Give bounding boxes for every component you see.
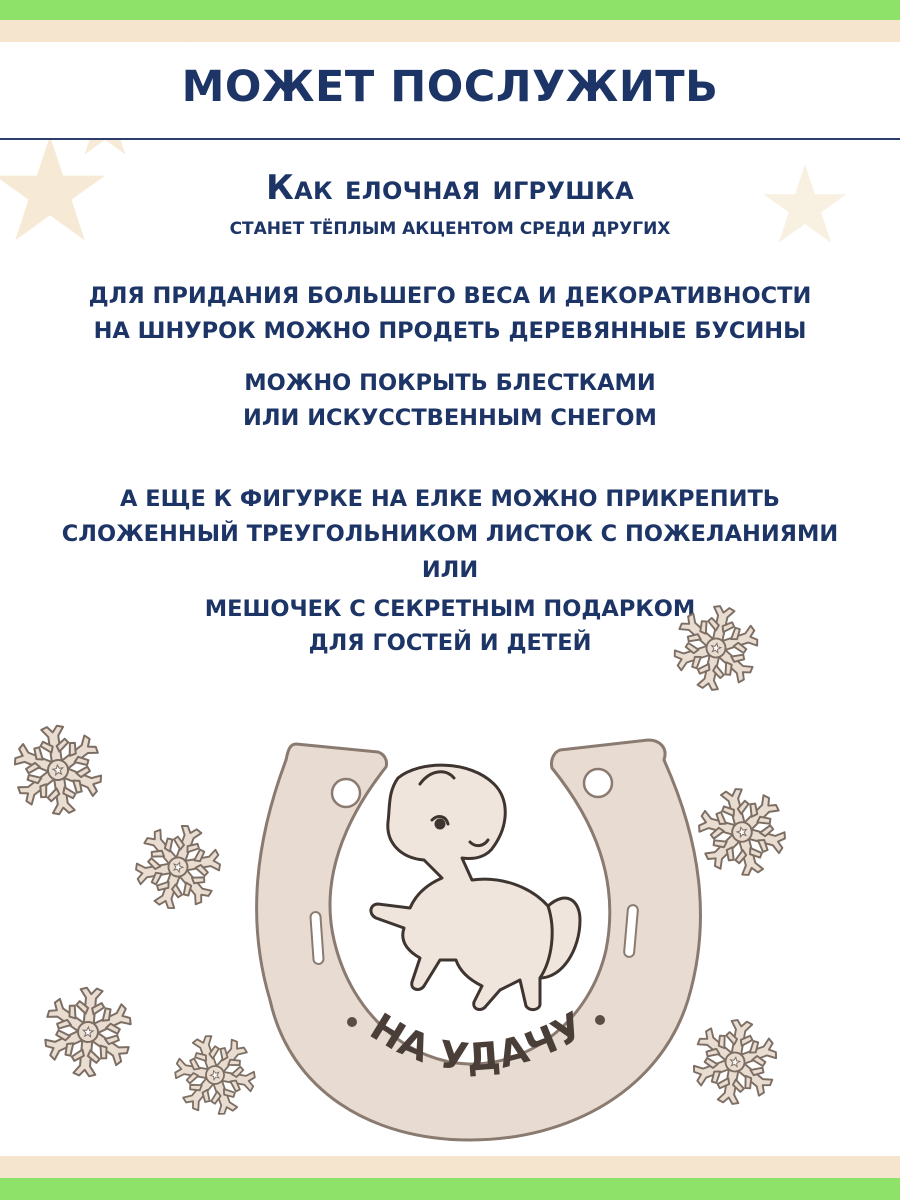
snowflake-icon — [163, 1024, 266, 1126]
engraving-text: НА УДАЧУ — [362, 1002, 593, 1080]
snowflake-icon — [686, 1013, 785, 1110]
gift-line-4: МЕШОЧЕК С СЕКРЕТНЫМ ПОДАРКОМ — [204, 596, 696, 622]
glitter-line-2: ИЛИ ИСКУССТВЕННЫМ СНЕГОМ — [243, 405, 657, 431]
beads-line-1: ДЛЯ ПРИДАНИЯ БОЛЬШЕГО ВЕСА И ДЕКОРАТИВНОСТИ — [88, 283, 812, 309]
section-heading: Как елочная игрушка — [266, 168, 634, 208]
bottom-cream-band — [0, 1156, 900, 1178]
snowflake-icon — [123, 813, 232, 921]
gift-line-1: А ЕЩЕ К ФИГУРКЕ НА ЕЛКЕ МОЖНО ПРИКРЕПИТЬ — [120, 486, 780, 512]
snowflake-icon — [39, 984, 137, 1080]
snowflake-icon — [665, 598, 766, 698]
snowflake-icon — [688, 779, 796, 885]
beads-line-2: НА ШНУРОК МОЖНО ПРОДЕТЬ ДЕРЕВЯННЫЕ БУСИНЫ — [93, 318, 807, 344]
pony-icon — [371, 765, 580, 1009]
section-subtitle: СТАНЕТ ТЁПЛЫМ АКЦЕНТОМ СРЕДИ ДРУГИХ — [229, 219, 671, 239]
page-title: МОЖЕТ ПОСЛУЖИТЬ — [181, 62, 719, 112]
glitter-line-1: МОЖНО ПОКРЫТЬ БЛЕСТКАМИ — [244, 370, 656, 396]
gift-line-2: СЛОЖЕННЫЙ ТРЕУГОЛЬНИКОМ ЛИСТОК С ПОЖЕЛАНИЯМИ — [61, 521, 839, 547]
gift-line-5: ДЛЯ ГОСТЕЙ И ДЕТЕЙ — [308, 630, 592, 656]
horseshoe-ornament — [257, 740, 701, 1140]
snowflake-icon — [7, 720, 109, 820]
gift-line-3: ИЛИ — [421, 557, 479, 583]
bottom-green-band — [0, 1178, 900, 1200]
